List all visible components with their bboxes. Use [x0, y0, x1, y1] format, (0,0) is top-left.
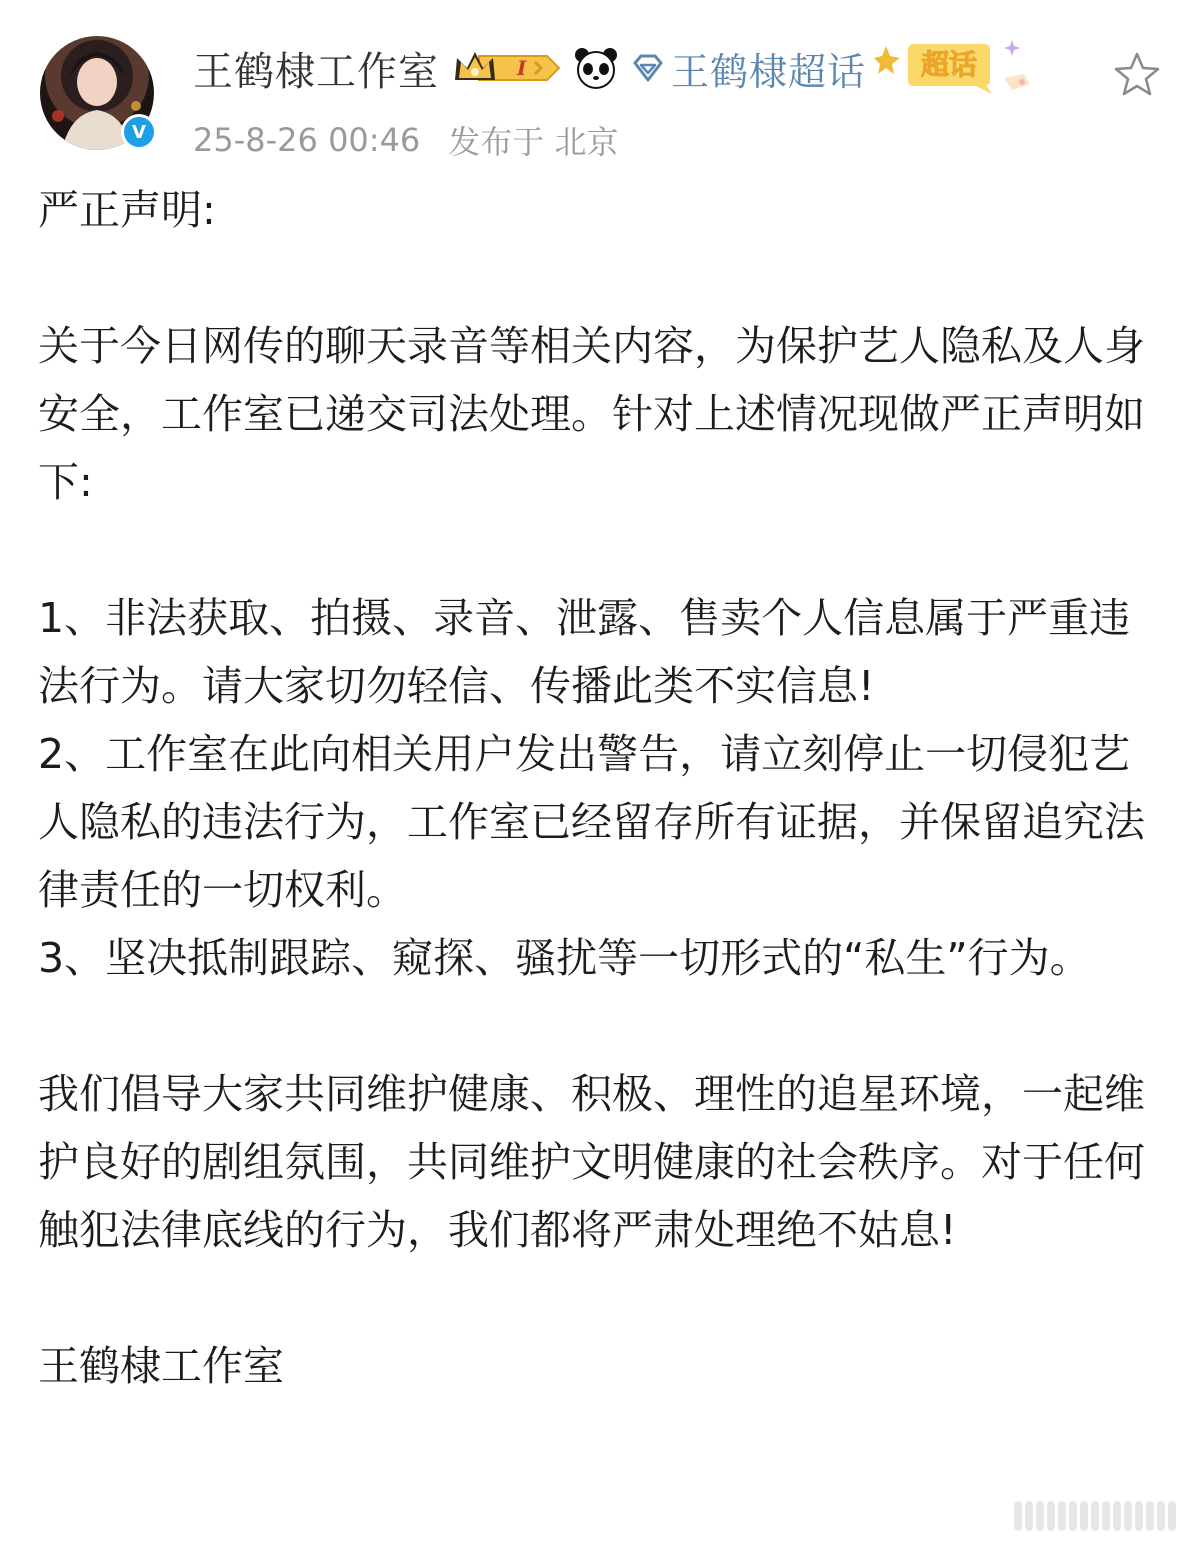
post-location: 发布于 北京 [448, 123, 619, 161]
post-timestamp: 25-8-26 00:46 [193, 121, 421, 159]
statement-item-3: 3、坚决抵制跟踪、窥探、骚扰等一切形式的“私生”行为。 [38, 934, 1091, 982]
statement-intro: 关于今日网传的聊天录音等相关内容，为保护艺人隐私及人身安全，工作室已递交司法处理。针对上述情况现做严正声明如下: [38, 322, 1145, 506]
supertopic-link[interactable]: 王鹤棣超话 [671, 49, 867, 94]
crown-icon[interactable] [451, 46, 563, 90]
username[interactable]: 王鹤棣工作室 [193, 48, 439, 95]
statement-closing: 我们倡导大家共同维护健康、积极、理性的追星环境，一起维护良好的剧组氛围，共同维护文明健康的社会秩序。对于任何触犯法律底线的行为，我们都将严肃处理绝不姑息! [38, 1070, 1145, 1254]
statement-title: 严正声明: [38, 186, 216, 234]
supertopic-badge-text: 超话 [921, 48, 978, 81]
paragraph-gap [38, 244, 1168, 312]
supertopic-badge[interactable] [872, 38, 1052, 98]
name-row [193, 38, 1052, 98]
panda-icon [573, 45, 619, 91]
paragraph-gap [38, 1264, 1168, 1332]
level-badge-text: I [517, 56, 527, 80]
paragraph-gap [38, 992, 1168, 1060]
statement-signature: 王鹤棣工作室 [38, 1342, 284, 1390]
statement-item-1: 1、非法获取、拍摄、录音、泄露、售卖个人信息属于严重违法行为。请大家切勿轻信、传播此类不实信息! [38, 594, 1131, 710]
post-body [38, 176, 1168, 1400]
favorite-star-button[interactable] [1112, 50, 1162, 100]
paragraph-gap [38, 516, 1168, 584]
verified-icon: V [121, 114, 157, 150]
post-meta [193, 118, 618, 162]
watermark [1014, 1500, 1182, 1532]
diamond-icon [629, 49, 667, 87]
statement-item-2: 2、工作室在此向相关用户发出警告，请立刻停止一切侵犯艺人隐私的违法行为，工作室已经留存所有证据，并保留追究法律责任的一切权利。 [38, 730, 1145, 914]
star-icon [1112, 50, 1162, 100]
post-header [0, 0, 1200, 175]
